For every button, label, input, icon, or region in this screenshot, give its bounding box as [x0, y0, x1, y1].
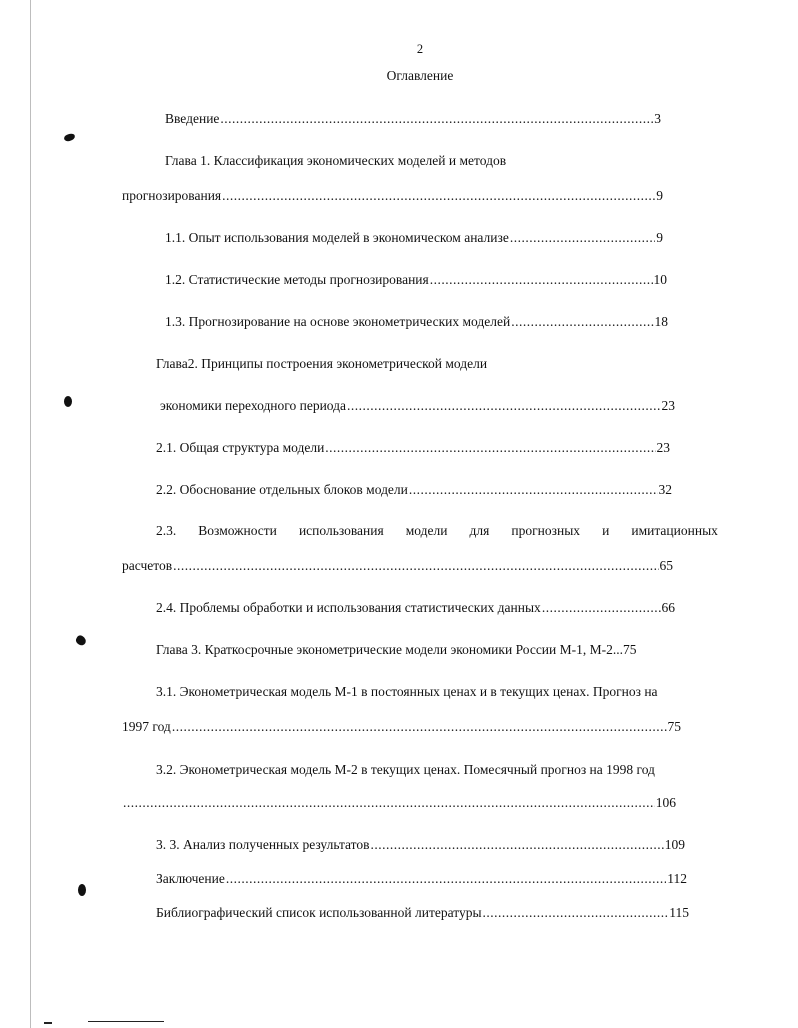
- leader-dots: [173, 557, 658, 575]
- toc-entry-chapter-2-line2[interactable]: [160, 397, 675, 415]
- leader-dots: [511, 313, 653, 331]
- scan-blot-mark: [78, 884, 86, 896]
- leader-dots: [483, 904, 669, 922]
- page-number: 2: [416, 42, 424, 56]
- leader-dots: [430, 271, 653, 289]
- leader-dots: [220, 110, 653, 128]
- toc-entry-section-2-1[interactable]: [156, 439, 670, 457]
- toc-entry-label: 1.2. Статистические методы прогнозирования: [165, 272, 429, 287]
- toc-entry-label: расчетов: [122, 558, 173, 573]
- toc-entry-section-3-1-line1[interactable]: [156, 683, 658, 701]
- leader-dots: [325, 439, 655, 457]
- toc-entry-page: 106: [655, 795, 676, 810]
- toc-entry-page: 9: [656, 230, 663, 245]
- toc-entry-label: 2.1. Общая структура модели: [156, 440, 325, 455]
- toc-entry-label: экономики переходного периода: [160, 398, 347, 413]
- toc-entry-chapter-1-line2[interactable]: [122, 187, 663, 205]
- toc-entry-section-2-3-line2[interactable]: [122, 557, 673, 575]
- toc-entry-bibliography[interactable]: [156, 904, 689, 922]
- leader-dots: [510, 229, 655, 247]
- toc-entry-intro[interactable]: [165, 110, 661, 128]
- leader-dots: [347, 397, 660, 415]
- toc-entry-label: 1.1. Опыт использования моделей в экономическом анализе: [165, 230, 509, 245]
- toc-entry-label: Глава 1. Классификация экономических моделей и методов: [165, 153, 507, 168]
- toc-entry-section-2-4[interactable]: [156, 599, 675, 617]
- toc-entry-word: прогнозных: [511, 523, 581, 538]
- toc-entry-page: 109: [664, 837, 685, 852]
- toc-entry-label: Заключение: [156, 871, 225, 886]
- toc-entry-page: 66: [661, 600, 675, 615]
- toc-entry-word: модели: [405, 523, 448, 538]
- toc-entry-label: 1.3. Прогнозирование на основе эконометрических моделей: [165, 314, 511, 329]
- toc-entry-page: 18: [654, 314, 668, 329]
- scan-blot-mark: [64, 396, 72, 407]
- toc-entry-section-3-2-line2[interactable]: [122, 794, 676, 812]
- toc-entry-page: 23: [661, 398, 675, 413]
- leader-dots: [222, 187, 655, 205]
- leader-dots: [123, 794, 655, 812]
- toc-entry-label: Глава 3. Краткосрочные эконометрические модели экономики России М-1, М-2...75: [156, 642, 637, 657]
- toc-entry-word: и: [602, 523, 610, 538]
- toc-entry-chapter-1-line1[interactable]: [165, 152, 506, 170]
- scan-blot-mark: [74, 634, 87, 647]
- toc-entry-label: 2.2. Обоснование отдельных блоков модели: [156, 482, 408, 497]
- toc-entry-word: имитационных: [631, 523, 718, 538]
- toc-entry-page: 115: [669, 905, 689, 920]
- toc-entry-label: Введение: [165, 111, 220, 126]
- toc-entry-section-2-3-line1[interactable]: [156, 522, 718, 540]
- toc-entry-page: 32: [658, 482, 672, 497]
- scan-edge-line: [30, 0, 31, 1028]
- toc-entry-chapter-3[interactable]: [156, 641, 637, 659]
- toc-entry-section-1-1[interactable]: [165, 229, 663, 247]
- toc-entry-word: использования: [298, 523, 384, 538]
- toc-entry-section-3-3[interactable]: [156, 836, 685, 854]
- leader-dots: [542, 599, 661, 617]
- leader-dots: [172, 718, 667, 736]
- toc-title: Оглавление: [386, 68, 454, 83]
- toc-entry-label: прогнозирования: [122, 188, 222, 203]
- toc-entry-word: Возможности: [198, 523, 277, 538]
- toc-entry-section-3-2-line1[interactable]: [156, 761, 655, 779]
- scan-blot-mark: [63, 133, 75, 142]
- toc-entry-label: 2.4. Проблемы обработки и использования статистических данных: [156, 600, 541, 615]
- scan-bottom-mark: [44, 1022, 52, 1024]
- toc-entry-section-1-2[interactable]: [165, 271, 667, 289]
- toc-entry-page: 3: [654, 111, 661, 126]
- toc-entry-page: 112: [667, 871, 687, 886]
- leader-dots: [409, 481, 658, 499]
- toc-entry-section-1-3[interactable]: [165, 313, 668, 331]
- leader-dots: [226, 870, 666, 888]
- toc-entry-label: Библиографический список использованной литературы: [156, 905, 482, 920]
- scan-bottom-mark: [88, 1021, 164, 1022]
- toc-entry-label: 1997 год: [122, 719, 171, 734]
- toc-entry-section-3-1-line2[interactable]: [122, 718, 681, 736]
- toc-entry-page: 75: [667, 719, 681, 734]
- toc-entry-conclusion[interactable]: [156, 870, 687, 888]
- leader-dots: [371, 836, 664, 854]
- toc-entry-label: 3. 3. Анализ полученных результатов: [156, 837, 370, 852]
- toc-entry-chapter-2-line1[interactable]: [156, 355, 487, 373]
- toc-entry-word: 2.3.: [156, 523, 177, 538]
- toc-entry-page: 9: [656, 188, 663, 203]
- toc-entry-word: для: [469, 523, 490, 538]
- toc-entry-section-2-2[interactable]: [156, 481, 672, 499]
- toc-entry-label: Глава2. Принципы построения эконометрической модели: [156, 356, 488, 371]
- toc-entry-label: 3.2. Эконометрическая модель М-2 в текущих ценах. Помесячный прогноз на 1998 год: [156, 762, 655, 777]
- toc-entry-page: 10: [653, 272, 667, 287]
- toc-entry-page: 65: [659, 558, 673, 573]
- toc-entry-page: 23: [656, 440, 670, 455]
- toc-entry-label: 3.1. Эконометрическая модель М-1 в постоянных ценах и в текущих ценах. Прогноз на: [156, 684, 658, 699]
